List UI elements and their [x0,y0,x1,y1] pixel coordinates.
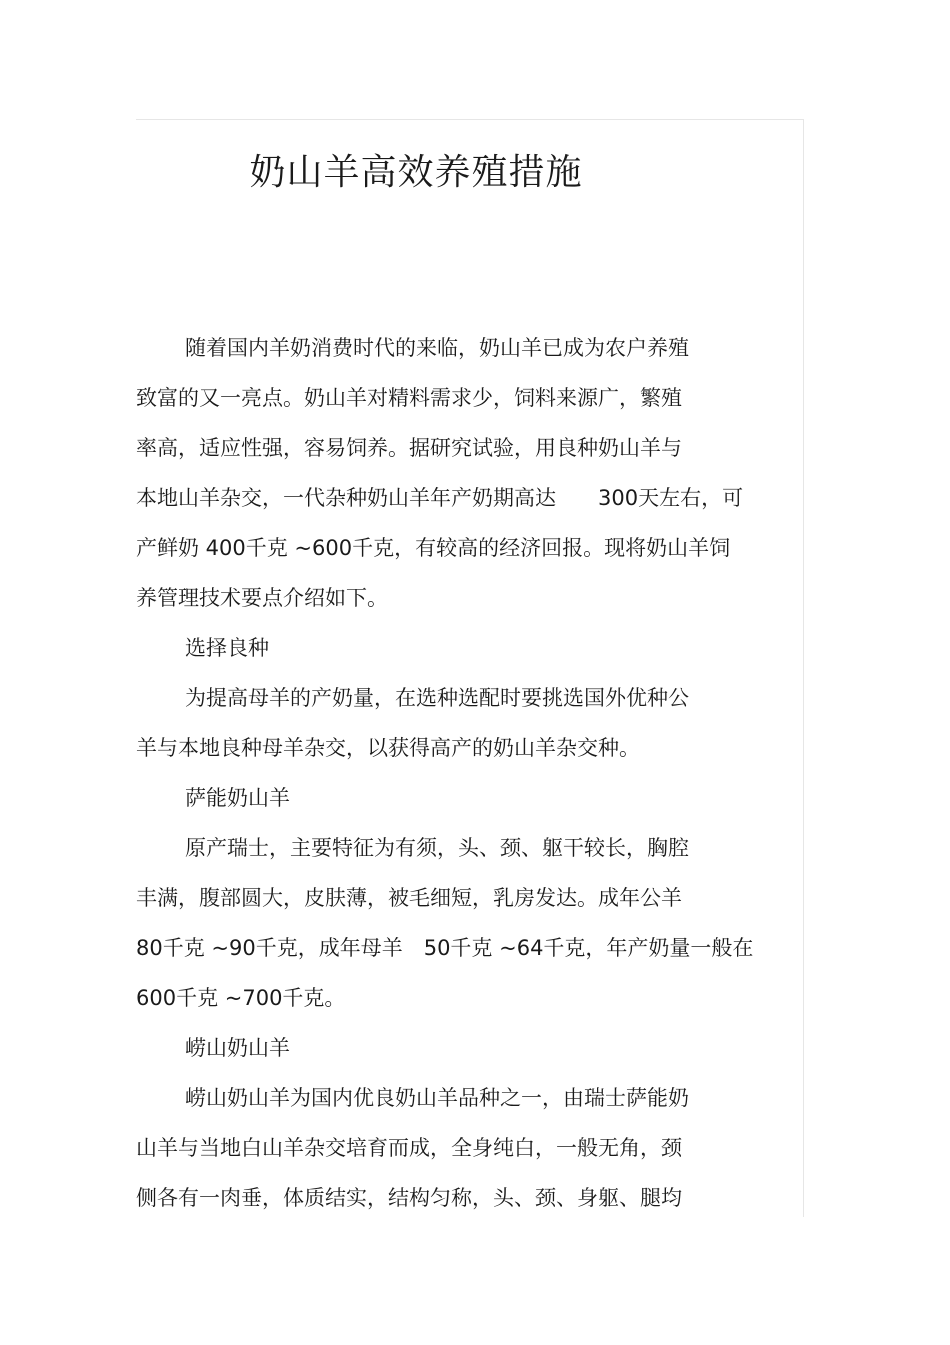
paragraph-line: 本地山羊杂交，一代杂种奶山羊年产奶期高达 300天左右，可 [136,486,744,510]
document-body [136,323,804,1223]
paragraph-line: 原产瑞士，主要特征为有须，头、颈、躯干较长，胸腔 [185,836,689,860]
paragraph-line: 山羊与当地白山羊杂交培育而成，全身纯白，一般无角，颈 [136,1136,682,1160]
paragraph-line: 600千克 ~700千克。 [136,986,346,1010]
paragraph-line: 产鲜奶 400千克 ~600千克，有较高的经济回报。现将奶山羊饲 [136,536,731,560]
paragraph-line: 丰满，腹部圆大，皮肤薄，被毛细短，乳房发达。成年公羊 [136,886,682,910]
paragraph-line: 随着国内羊奶消费时代的来临，奶山羊已成为农户养殖 [185,336,689,360]
section-heading: 萨能奶山羊 [185,786,290,810]
paragraph-line: 率高，适应性强，容易饲养。据研究试验，用良种奶山羊与 [136,436,682,460]
section-heading: 崂山奶山羊 [185,1036,290,1060]
document-title: 奶山羊高效养殖措施 [249,152,583,193]
paragraph-line: 养管理技术要点介绍如下。 [136,586,388,610]
section-heading: 选择良种 [185,636,269,660]
paragraph-line: 羊与本地良种母羊杂交，以获得高产的奶山羊杂交种。 [136,736,640,760]
paragraph-line: 80千克 ~90千克，成年母羊 50千克 ~64千克，年产奶量一般在 [136,936,754,960]
paragraph-line: 致富的又一亮点。奶山羊对精料需求少，饲料来源广，繁殖 [136,386,682,410]
paragraph-line: 为提高母羊的产奶量，在选种选配时要挑选国外优种公 [185,686,689,710]
paragraph-line: 侧各有一肉垂，体质结实，结构匀称，头、颈、身躯、腿均 [136,1186,682,1210]
paragraph-line: 崂山奶山羊为国内优良奶山羊品种之一，由瑞士萨能奶 [185,1086,689,1110]
